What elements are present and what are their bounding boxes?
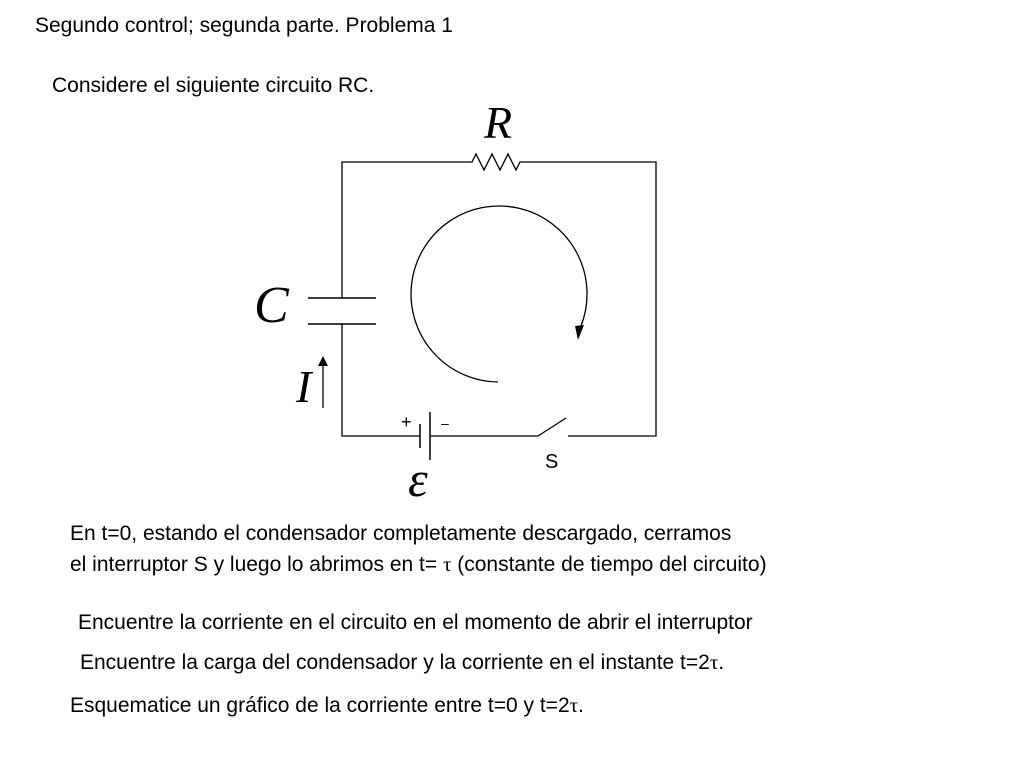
circulation-arrow: [411, 206, 587, 382]
question-3: [70, 691, 584, 720]
capacitor-label: C: [254, 277, 289, 334]
resistor-symbol: [466, 154, 525, 170]
statement-line-1: En t=0, estando el condensador completamente descargado, cerramos: [70, 522, 732, 545]
question-2: [80, 648, 724, 677]
question-3-text: Esquematice un gráfico de la corriente entre t=0 y t=2: [70, 694, 570, 717]
problem-title: Segundo control; segunda parte. Problema 1: [35, 14, 453, 37]
circulation-arrowhead: [575, 325, 584, 340]
statement-line-2-tail: (constante de tiempo del circuito): [451, 553, 767, 576]
battery-minus-sign: –: [441, 415, 449, 431]
switch-label: S: [545, 451, 559, 473]
statement-line-2: [70, 550, 767, 579]
battery-plus-sign: +: [401, 412, 412, 432]
question-2-text: Encuentre la carga del condensador y la corriente en el instante t=2: [80, 651, 710, 674]
wire-top-right: [525, 162, 656, 436]
current-label: I: [296, 361, 312, 412]
switch-symbol: [538, 418, 566, 436]
circuit-wires: [342, 162, 656, 436]
question-1: Encuentre la corriente en el circuito en el momento de abrir el interruptor: [78, 611, 753, 634]
statement-line-2-text: el interruptor S y luego lo abrimos en t=: [70, 553, 443, 576]
tau-symbol: τ: [442, 552, 452, 576]
resistor-label: R: [484, 97, 513, 148]
tau-symbol: τ: [569, 693, 579, 717]
emf-label: ε: [408, 451, 428, 507]
question-3-period: .: [578, 694, 584, 717]
question-2-period: .: [718, 651, 725, 674]
intro-text: Considere el siguiente circuito RC.: [52, 74, 375, 97]
tau-symbol: τ: [709, 650, 719, 674]
wire-top-left: [342, 162, 466, 298]
capacitor-symbol: [308, 298, 376, 324]
